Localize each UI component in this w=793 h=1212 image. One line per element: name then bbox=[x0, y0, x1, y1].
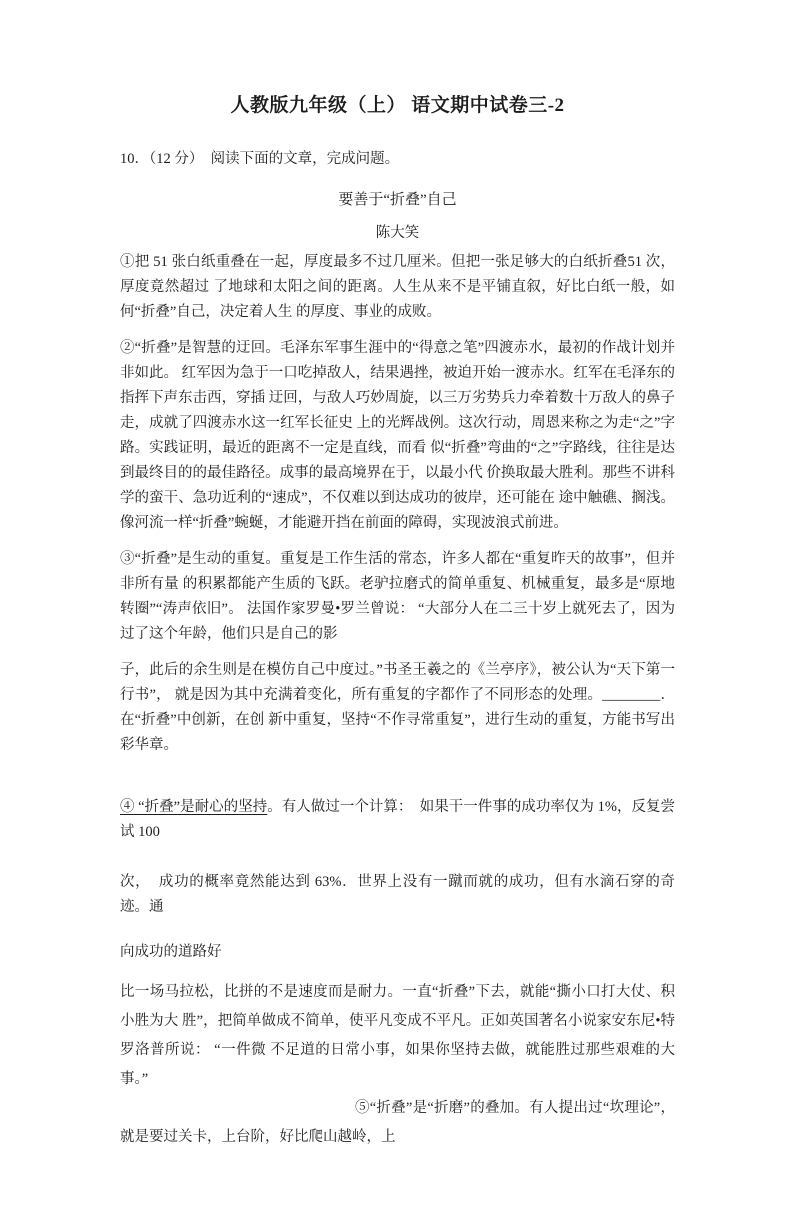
article-title: 要善于“折叠”自己 bbox=[338, 192, 457, 208]
article-paragraph-9: ⑤“折叠”是“折磨”的叠加。有人提出过“坎理论”， 就是要过关卡，上台阶，好比爬山越岭，上 bbox=[120, 1100, 679, 1145]
question-header: 10．（12 分） 阅读下面的文章，完成问题。 bbox=[120, 151, 400, 167]
article-paragraph-7: 向成功的道路好 bbox=[120, 944, 222, 960]
article-paragraph-2: ②“折叠”是智慧的迂回。毛泽东军事生涯中的“得意之笔”四渡赤水，最初的作战计划并非如此。 红军因为急于一口吃掉敌人，结果遇挫，被迫开始一渡赤水。红军在毛泽东的指挥下声东击西，穿插 迂回，与敌人巧妙周旋，以三万劣势兵力牵着数十万敌人的鼻子走，成就了四渡赤水这一红军长征史 上的光辉战例。这次行动，周恩来称之为走“之”字路。实践证明，最近的距离不一定是直线，而看 似“折叠”弯曲的“之”字路线，往往是达到最终目的的最佳路径。成事的最高境界在于，以最小代 价换取最大胜利。那些不讲科学的蛮干、急功近利的“速成”，不仅难以到达成功的彼岸，还可能在 途中触礁、搁浅。像河流一样“折叠”蜿蜒，才能避开挡在前面的障碍，实现波浪式前进。 bbox=[120, 340, 675, 531]
article-paragraph-1: ①把 51 张白纸重叠在一起，厚度最多不过几厘米。但把一张足够大的白纸折叠51 次，厚度竟然超过 了地球和太阳之间的距离。人生从来不是平铺直叙，好比白纸一般，如何“折叠”自己，决定着人生 的厚度、事业的成败。 bbox=[120, 254, 675, 320]
article-author: 陈大笑 bbox=[375, 225, 420, 241]
article-paragraph-5 bbox=[120, 795, 675, 845]
article-paragraph-8: 比一场马拉松，比拼的不是速度而是耐力。一直“折叠”下去，就能“撕小口打大仗、积小胜为大 胜”，把简单做成不简单，使平凡变成不平凡。正如英国著名小说家安东尼•特罗洛普所说： “一件微 不足道的日常小事，如果你坚持去做，就能胜过那些艰难的大事。” bbox=[120, 984, 675, 1087]
article-paragraph-3: ③“折叠”是生动的重复。重复是工作生活的常态，许多人都在“重复昨天的故事”，但并非所有量 的积累都能产生质的飞跃。老驴拉磨式的简单重复、机械重复，最多是“原地转圈”“涛声依旧”。 法国作家罗曼•罗兰曾说： “大部分人在二三十岁上就死去了，因为过了这个年龄，他们只是自己的影 bbox=[120, 551, 675, 642]
underlined-phrase: ④ “折叠”是耐心的坚持 bbox=[120, 799, 268, 815]
document-title: 人教版九年级（上） 语文期中试卷三-2 bbox=[230, 95, 565, 116]
article-paragraph-4: 子，此后的余生则是在模仿自己中度过。”书圣王羲之的《兰亭序》，被公认为“天下第一行书”， 就是因为其中充满着变化，所有重复的字都作了不同形态的处理。________．在“折叠”中创新，在创 新中重复，坚持“不作寻常重复”，进行生动的重复，方能书写出彩华章。 bbox=[120, 662, 675, 753]
paragraph-5-text: 。有人做过一个计算： 如果干一件事的成功率仅为 1%，反复尝试 100 bbox=[120, 799, 675, 840]
article-paragraph-6: 次， 成功的概率竟然能达到 63%．世界上没有一蹴而就的成功，但有水滴石穿的奇迹。通 bbox=[120, 874, 675, 915]
